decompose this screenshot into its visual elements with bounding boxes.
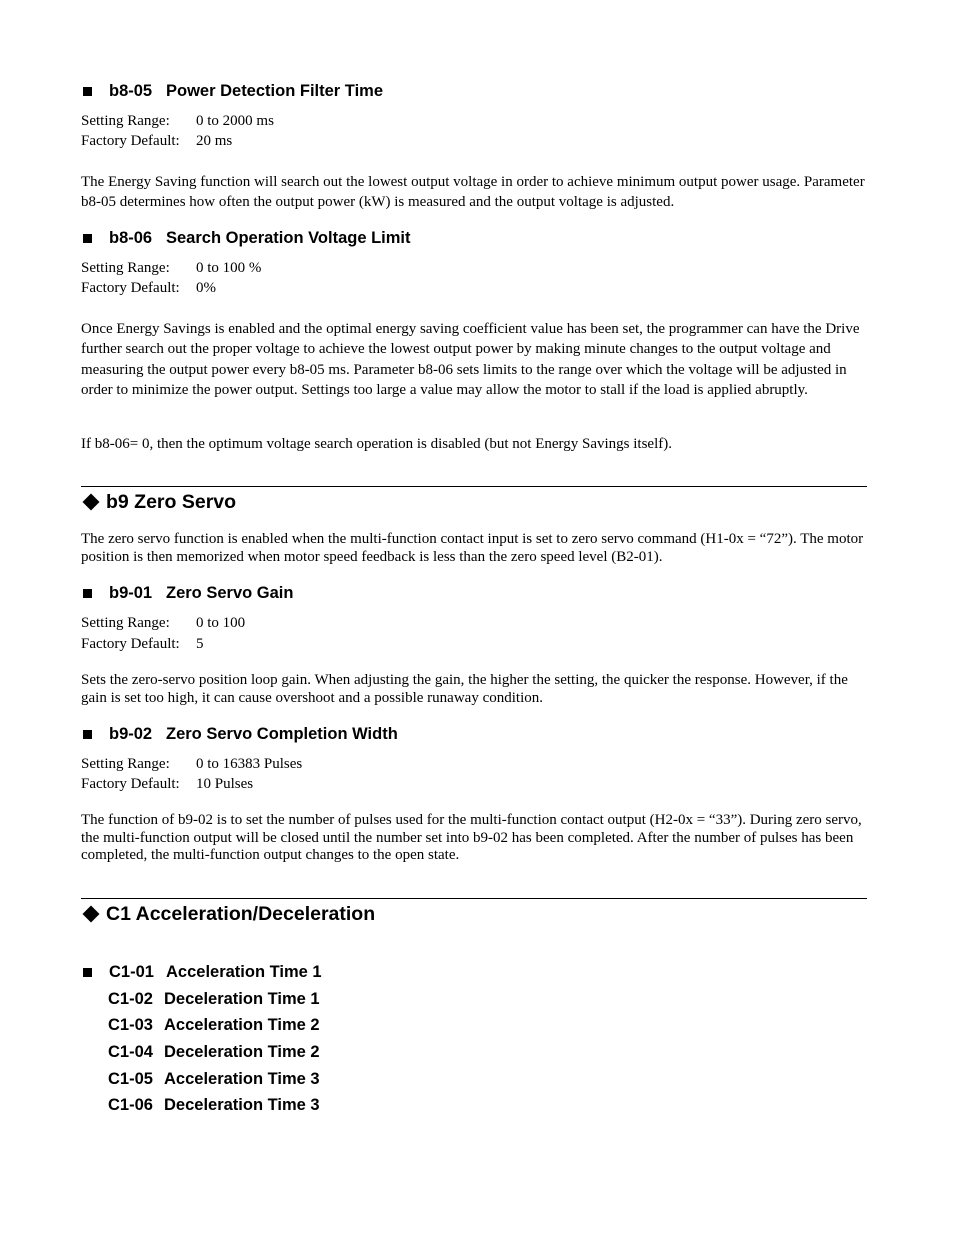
param-heading-c1-03: C1-03 Acceleration Time 2 <box>108 1016 320 1034</box>
param-heading-c1-01: C1-01 Acceleration Time 1 <box>81 962 322 982</box>
bullet-square-icon <box>83 730 92 739</box>
setting-range-label: Setting Range: <box>81 756 170 772</box>
setting-range-label: Setting Range: <box>81 615 170 631</box>
section-divider <box>81 486 867 487</box>
factory-default-label: Factory Default: <box>81 280 180 296</box>
factory-default-value: 20 ms <box>196 133 233 149</box>
param-heading-c1-02: C1-02 Deceleration Time 1 <box>108 990 320 1008</box>
description-paragraph: The function of b9-02 is to set the number of pulses used for the multi-function contact output (H2-0x = “33”). During zero servo, the multi-function output will be closed until the number set into b9-02 has been completed. After the number of pulses has been completed, the multi-function output changes to the open state. <box>81 812 862 863</box>
setting-range-value: 0 to 100 <box>196 615 246 631</box>
factory-default-label: Factory Default: <box>81 776 180 792</box>
section-divider <box>81 898 867 899</box>
factory-default-label: Factory Default: <box>81 133 180 149</box>
param-heading-b8-05: b8-05 Power Detection Filter Time <box>81 81 383 101</box>
setting-range-value: 0 to 16383 Pulses <box>196 756 303 772</box>
section-heading-c1: C1 Acceleration/Deceleration <box>81 902 375 926</box>
bullet-square-icon <box>83 234 92 243</box>
factory-default-label: Factory Default: <box>81 636 180 652</box>
factory-default-value: 5 <box>196 636 204 652</box>
param-heading-b9-01: b9-01 Zero Servo Gain <box>81 583 293 603</box>
note-paragraph: If b8-06= 0, then the optimum voltage search operation is disabled (but not Energy Savings itself). <box>81 436 672 452</box>
param-heading-b9-02: b9-02 Zero Servo Completion Width <box>81 724 398 744</box>
description-paragraph: Once Energy Savings is enabled and the optimal energy saving coefficient value has been set, the programmer can have the Drive further search out the proper voltage to achieve the lowest output power by making minute changes to the output voltage and measuring the output power every b8-05 ms. Parameter b8-06 sets limits to the range over which the voltage will be adjusted in order to minimize the power output. Settings too large a value may allow the motor to stall if the load is applied abruptly. <box>81 321 860 398</box>
bullet-square-icon <box>83 589 92 598</box>
param-heading-b8-06: b8-06 Search Operation Voltage Limit <box>81 228 411 248</box>
section-heading-b9: b9 Zero Servo <box>81 490 236 514</box>
factory-default-value: 0% <box>196 280 216 296</box>
param-heading-c1-06: C1-06 Deceleration Time 3 <box>108 1096 320 1114</box>
param-heading-c1-04: C1-04 Deceleration Time 2 <box>108 1043 320 1061</box>
param-heading-c1-05: C1-05 Acceleration Time 3 <box>108 1070 320 1088</box>
description-paragraph: Sets the zero-servo position loop gain. When adjusting the gain, the higher the setting, the quicker the response. However, if the gain is set too high, it can cause overshoot and a possible runaway condition. <box>81 672 848 706</box>
setting-range-label: Setting Range: <box>81 113 170 129</box>
factory-default-value: 10 Pulses <box>196 776 254 792</box>
diamond-bullet-icon <box>83 906 100 923</box>
bullet-square-icon <box>83 87 92 96</box>
description-paragraph: The zero servo function is enabled when the multi-function contact input is set to zero servo command (H1-0x = “72”). The motor position is then memorized when motor speed feedback is less than the zero speed level (B2-01). <box>81 531 864 565</box>
setting-range-label: Setting Range: <box>81 260 170 276</box>
setting-range-value: 0 to 2000 ms <box>196 113 274 129</box>
diamond-bullet-icon <box>83 494 100 511</box>
setting-range-value: 0 to 100 % <box>196 260 262 276</box>
description-paragraph: The Energy Saving function will search out the lowest output voltage in order to achieve minimum output power usage. Parameter b8-05 determines how often the output power (kW) is measured and the output voltage is adjusted. <box>81 174 865 211</box>
bullet-square-icon <box>83 968 92 977</box>
